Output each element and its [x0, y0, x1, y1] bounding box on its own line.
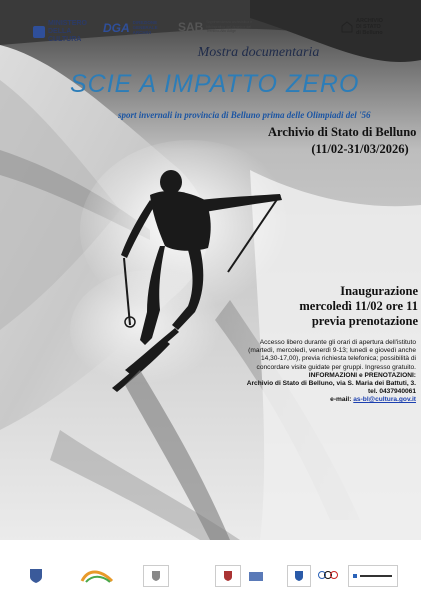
footer-logo-1: [25, 565, 47, 587]
mostra-label: Mostra documentaria: [197, 45, 320, 60]
info-block: [238, 339, 416, 405]
sab-logo: [178, 20, 258, 34]
dga-line3: ARCHIVI: [132, 30, 152, 35]
mic-line2: DELLA: [48, 28, 72, 35]
book-icon: [247, 569, 265, 583]
inauguration-datetime: mercoledì 11/02 ore 11: [299, 299, 418, 313]
footer-logo-8: [348, 565, 398, 587]
crest-icon: [151, 570, 161, 582]
exhibition-title: SCIE A IMPATTO ZERO: [70, 70, 360, 98]
dga-logo: [103, 20, 158, 35]
email-label: e-mail:: [330, 396, 354, 404]
crest-icon: [223, 570, 233, 582]
footer-logo-5: [245, 565, 267, 587]
exhibition-dates: (11/02-31/03/2026): [311, 142, 409, 156]
footer-logo-4: [215, 565, 241, 587]
colorful-brand-icon: [80, 567, 114, 585]
inauguration-label: Inaugurazione: [340, 284, 418, 298]
venue-name: Archivio di Stato di Belluno: [268, 125, 417, 139]
inauguration-booking: previa prenotazione: [311, 314, 418, 328]
contacts-email-line: [238, 396, 416, 404]
sab-mark: SAB: [178, 20, 204, 34]
access-info: Accesso libero durante gli orari di apertura dell'istituto (martedì, mercoledì, venerdì 9-13; lunedì e giovedì anche 14,30-17,00), previa richiesta telefonica; possibilità di concordare visite guidate per gruppi. Ingresso gratuito.: [248, 339, 416, 371]
archivio-line3: di Belluno: [356, 30, 383, 36]
mic-logo: [33, 20, 87, 44]
shield-icon: [29, 568, 43, 584]
archivio-line2: DI STATO: [356, 24, 381, 30]
dga-line2: GENERALE: [132, 25, 158, 30]
mic-badge-icon: [33, 26, 45, 38]
footer-logo-2: [78, 565, 116, 587]
footer-logo-7: [316, 565, 340, 587]
mic-line3: CULTURA: [48, 36, 82, 43]
footer-logo-3: [143, 565, 169, 587]
crest-icon: [294, 570, 304, 582]
contacts-address: Archivio di Stato di Belluno, via S. Maria dei Battuti, 3. tel. 0437940061: [246, 380, 416, 396]
dga-mark: DGA: [103, 20, 130, 35]
exhibition-tagline: sport invernali in provincia di Belluno prima delle Olimpiadi del '56: [118, 110, 371, 120]
inauguration-block: [262, 284, 418, 329]
mic-line1: MINISTERO: [48, 20, 87, 27]
dga-line1: DIREZIONE: [132, 20, 158, 25]
email-link[interactable]: as-bl@cultura.gov.it: [353, 396, 416, 404]
olympic-rings-icon: [317, 569, 339, 583]
contacts-title: INFORMAZIONI e PRENOTAZIONI:: [308, 371, 416, 379]
archivio-line1: ARCHIVIO: [356, 18, 383, 24]
brand-wordmark-icon: [350, 570, 396, 582]
archivio-logo: [341, 16, 401, 38]
footer-logos: [0, 540, 421, 600]
sab-text: Soprintendenza archivistica e bibliografica del Veneto e del Trentino-Alto Adige: [206, 20, 253, 34]
header-logos: [0, 0, 421, 44]
footer-logo-6: [287, 565, 311, 587]
archive-building-icon: [341, 21, 353, 33]
